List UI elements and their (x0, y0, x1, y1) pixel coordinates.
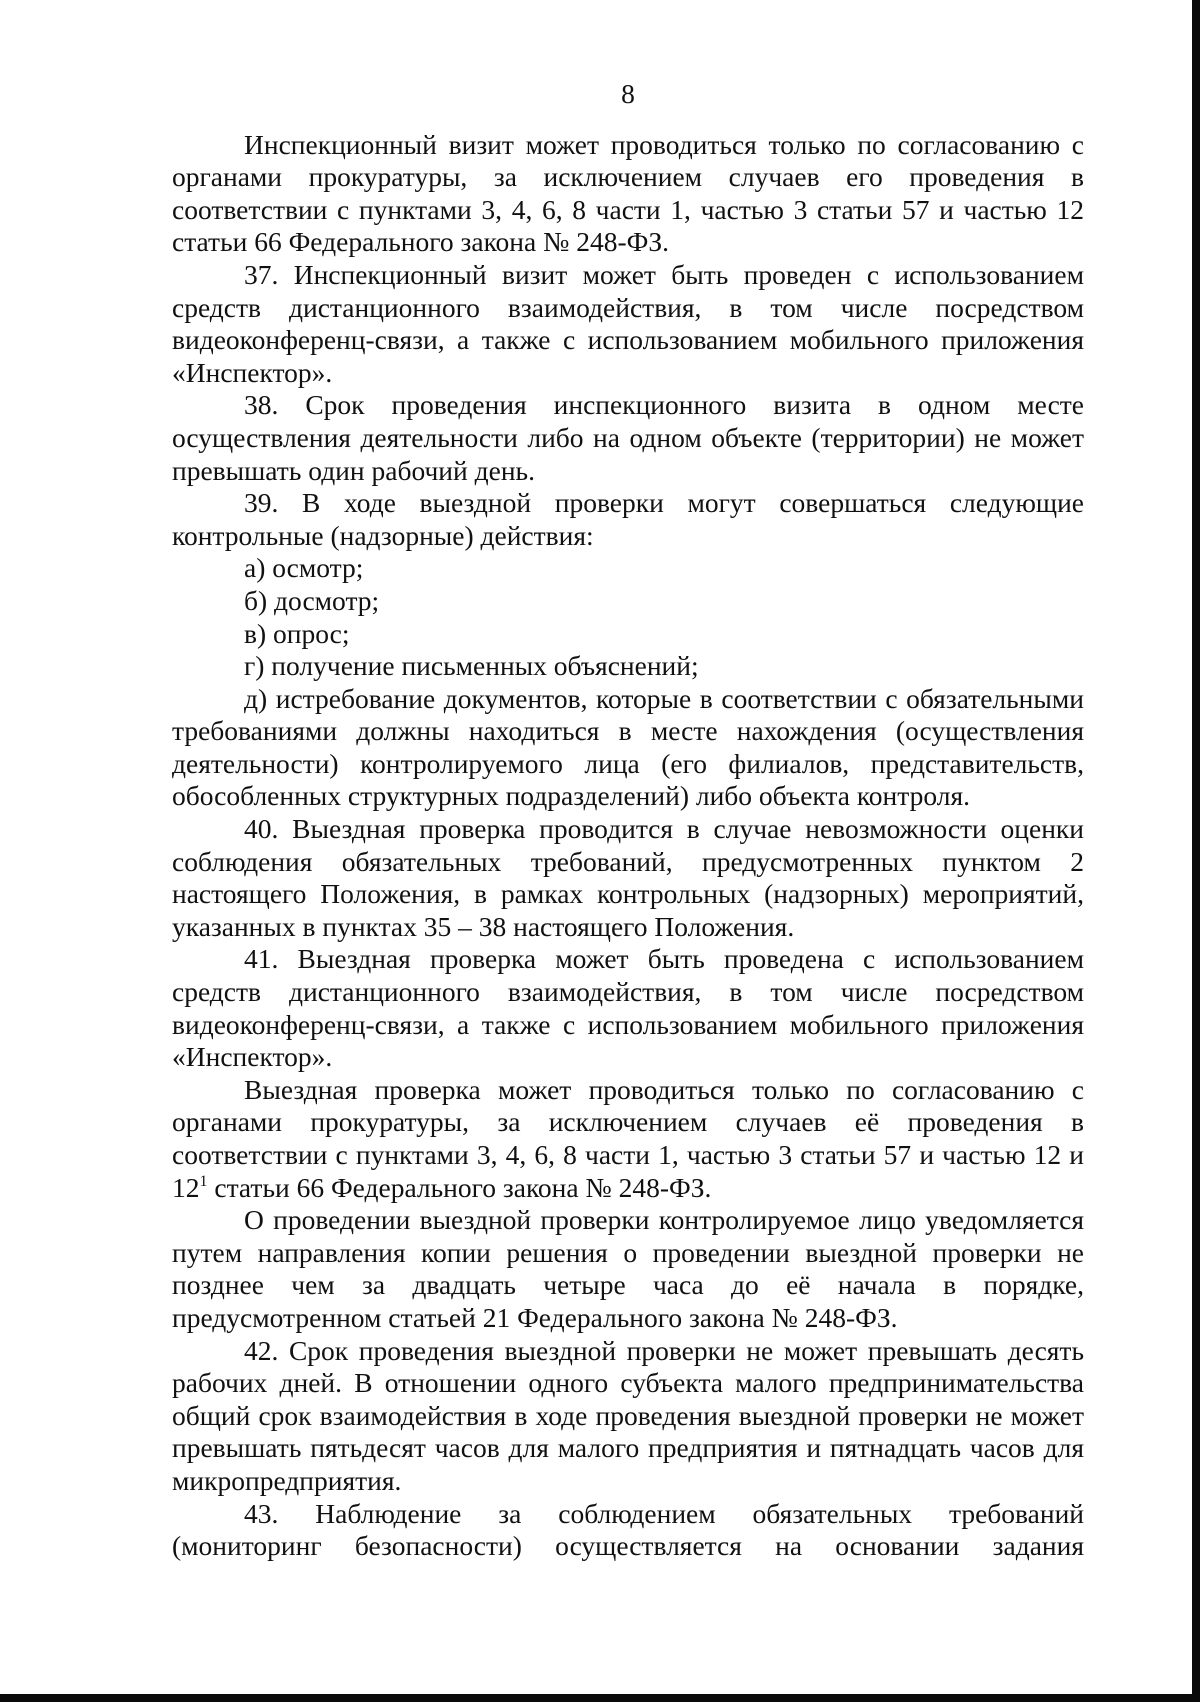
paragraph-43: 43. Наблюдение за соблюдением обязательных требований (мониторинг безопасности) осуществляется на основании задания (172, 1497, 1084, 1562)
list-item-a: а) осмотр; (244, 552, 364, 584)
list-item-g: г) получение письменных объяснений; (244, 650, 699, 682)
paragraph-41: 41. Выездная проверка может быть проведена с использованием средств дистанционного взаимодействия, в том числе посредством видеоконференц-связи, а также с использованием мобильного приложения «Инспектор». (172, 943, 1084, 1073)
paragraph-38: 38. Срок проведения инспекционного визита в одном месте осуществления деятельности либо на одном объекте (территории) не может превышать один рабочий день. (172, 389, 1084, 486)
scan-border-right (1192, 0, 1200, 1702)
paragraph-42: 42. Срок проведения выездной проверки не может превышать десять рабочих дней. В отношении одного субъекта малого предпринимательства общий срок взаимодействия в ходе проведения выездной проверки не может превышать пятьдесят часов для малого предприятия и пятнадцать часов для микропредприятия. (172, 1334, 1084, 1496)
paragraph-onsite-inspection-approval (172, 1074, 1084, 1204)
list-item-d: д) истребование документов, которые в соответствии с обязательными требованиями должны находиться в месте нахождения (осуществления деятельности) контролируемого лица (его филиалов, представительств, обособленных структурных подразделений) либо объекта контроля. (172, 682, 1084, 812)
approval-text-after: статьи 66 Федерального закона № 248-ФЗ. (207, 1171, 712, 1203)
paragraph-notification: О проведении выездной проверки контролируемое лицо уведомляется путем направления копии решения о проведении выездной проверки не позднее чем за двадцать четыре часа до её начала в порядке, предусмотренном статьей 21 Федерального закона № 248-ФЗ. (172, 1204, 1084, 1333)
page-number: 8 (621, 78, 635, 109)
scan-border-bottom (0, 1694, 1200, 1702)
paragraph-37: 37. Инспекционный визит может быть проведен с использованием средств дистанционного взаимодействия, в том числе посредством видеоконференц-связи, а также с использованием мобильного приложения «Инспектор». (172, 258, 1084, 388)
paragraph-39: 39. В ходе выездной проверки могут совершаться следующие контрольные (надзорные) действия: (172, 487, 1084, 551)
paragraph-40: 40. Выездная проверка проводится в случае невозможности оценки соблюдения обязательных требований, предусмотренных пунктом 2 настоящего Положения, в рамках контрольных (надзорных) мероприятий, указанных в пунктах 35 – 38 настоящего Положения. (172, 813, 1084, 942)
superscript-footnote: 1 (199, 1172, 208, 1190)
list-item-v: в) опрос; (244, 617, 350, 649)
approval-text-before: Выездная проверка может проводиться только по согласованию с органами прокуратуры, за исключением случаев её проведения в соответствии с пунктами 3, 4, 6, 8 части 1, частью 3 статьи 57 и частью 12 и 12 (172, 1073, 1084, 1203)
paragraph-inspection-visit-approval: Инспекционный визит может проводиться только по согласованию с органами прокуратуры, за исключением случаев его проведения в соответствии с пунктами 3, 4, 6, 8 части 1, частью 3 статьи 57 и частью 12 статьи 66 Федерального закона № 248-ФЗ. (172, 128, 1084, 258)
list-item-b: б) досмотр; (244, 584, 380, 616)
document-page (172, 78, 1084, 1563)
